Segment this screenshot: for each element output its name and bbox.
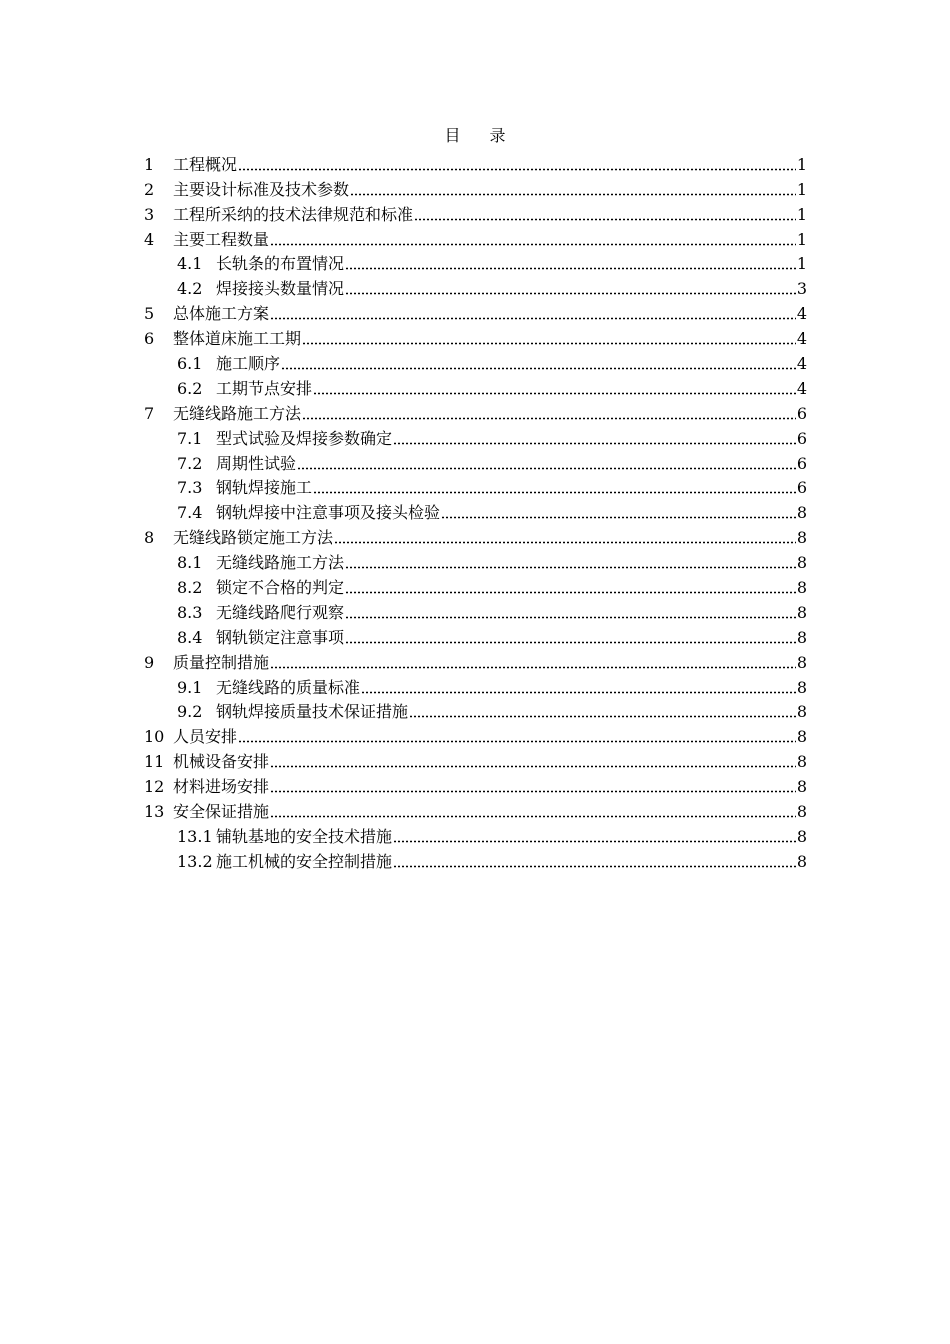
toc-entry-page-number: 6 (796, 428, 807, 448)
dot-leader (409, 715, 796, 718)
toc-entry-label: 施工顺序 (216, 354, 281, 374)
dot-leader (334, 541, 796, 544)
toc-entry-label: 人员安排 (173, 727, 238, 747)
toc-entry-page-number: 4 (796, 304, 807, 324)
toc-entry-number: 7.1 (177, 428, 203, 448)
toc-entry-label: 整体道床施工工期 (173, 329, 302, 349)
dot-leader (270, 765, 796, 768)
dot-leader (270, 815, 796, 818)
toc-entry-page-number: 8 (796, 602, 807, 622)
toc-entry-label: 周期性试验 (216, 453, 297, 473)
toc-entry[interactable] (144, 200, 807, 225)
toc-entry-page-number: 1 (796, 204, 807, 224)
toc-entry[interactable] (144, 498, 807, 523)
toc-entry-number: 7.3 (177, 478, 203, 498)
toc-entry-page-number: 8 (796, 777, 807, 797)
dot-leader (393, 442, 796, 445)
toc-entry-number: 8.4 (177, 627, 203, 647)
dot-leader (441, 516, 796, 519)
toc-entry-page-number: 8 (796, 578, 807, 598)
toc-entry-page-number: 6 (796, 478, 807, 498)
dot-leader (345, 267, 796, 270)
dot-leader (270, 317, 796, 320)
toc-entry[interactable] (144, 324, 807, 349)
toc-entry-page-number: 1 (796, 179, 807, 199)
toc-entry-number: 6.2 (177, 378, 203, 398)
toc-entry[interactable] (144, 299, 807, 324)
toc-entry-number: 13.2 (177, 851, 213, 871)
toc-entry[interactable] (144, 797, 807, 822)
toc-entry-number: 2 (144, 179, 155, 199)
toc-entry-page-number: 1 (796, 229, 807, 249)
toc-entry[interactable] (144, 822, 807, 847)
toc-entry[interactable] (144, 349, 807, 374)
dot-leader (393, 865, 796, 868)
table-of-contents (144, 150, 807, 872)
toc-entry-label: 长轨条的布置情况 (216, 254, 345, 274)
toc-entry-label: 无缝线路的质量标准 (216, 677, 361, 697)
dot-leader (281, 367, 796, 370)
toc-entry-label: 无缝线路施工方法 (173, 403, 302, 423)
toc-entry-label: 铺轨基地的安全技术措施 (216, 826, 393, 846)
toc-entry-page-number: 8 (796, 652, 807, 672)
toc-entry[interactable] (144, 772, 807, 797)
toc-entry-label: 钢轨焊接施工 (216, 478, 313, 498)
toc-entry-label: 无缝线路锁定施工方法 (173, 528, 334, 548)
toc-entry[interactable] (144, 573, 807, 598)
toc-entry-number: 4.1 (177, 254, 203, 274)
toc-entry-number: 8.3 (177, 602, 203, 622)
dot-leader (270, 666, 796, 669)
toc-entry-label: 机械设备安排 (173, 752, 270, 772)
toc-entry[interactable] (144, 722, 807, 747)
toc-entry-page-number: 1 (796, 154, 807, 174)
toc-entry-label: 焊接接头数量情况 (216, 279, 345, 299)
toc-entry-page-number: 8 (796, 528, 807, 548)
toc-entry-label: 型式试验及焊接参数确定 (216, 428, 393, 448)
toc-entry-page-number: 8 (796, 553, 807, 573)
dot-leader (313, 491, 796, 494)
toc-entry-number: 9 (144, 652, 155, 672)
dot-leader (345, 616, 796, 619)
toc-entry-page-number: 8 (796, 851, 807, 871)
toc-entry-label: 钢轨锁定注意事项 (216, 627, 345, 647)
toc-entry-label: 施工机械的安全控制措施 (216, 851, 393, 871)
toc-entry[interactable] (144, 548, 807, 573)
toc-entry-page-number: 8 (796, 752, 807, 772)
toc-entry-page-number: 8 (796, 503, 807, 523)
toc-entry-page-number: 8 (796, 702, 807, 722)
toc-entry-number: 6 (144, 329, 155, 349)
toc-entry[interactable] (144, 847, 807, 872)
toc-entry-page-number: 6 (796, 453, 807, 473)
dot-leader (345, 591, 796, 594)
toc-entry-label: 无缝线路爬行观察 (216, 602, 345, 622)
toc-entry-number: 3 (144, 204, 155, 224)
toc-entry[interactable] (144, 399, 807, 424)
toc-entry[interactable] (144, 374, 807, 399)
toc-entry-label: 安全保证措施 (173, 802, 270, 822)
toc-entry-label: 钢轨焊接中注意事项及接头检验 (216, 503, 441, 523)
toc-entry[interactable] (144, 175, 807, 200)
toc-entry-number: 8 (144, 528, 155, 548)
toc-entry-number: 4.2 (177, 279, 203, 299)
toc-entry[interactable] (144, 250, 807, 275)
toc-entry-label: 工期节点安排 (216, 378, 313, 398)
toc-entry[interactable] (144, 698, 807, 723)
toc-entry-page-number: 4 (796, 329, 807, 349)
toc-entry-label: 材料进场安排 (173, 777, 270, 797)
toc-entry-page-number: 8 (796, 627, 807, 647)
toc-entry-number: 13 (144, 802, 165, 822)
toc-entry-number: 5 (144, 304, 155, 324)
toc-entry-label: 主要工程数量 (173, 229, 270, 249)
dot-leader (393, 840, 796, 843)
dot-leader (238, 740, 796, 743)
toc-entry[interactable] (144, 598, 807, 623)
toc-entry-number: 11 (144, 752, 165, 772)
toc-entry-label: 总体施工方案 (173, 304, 270, 324)
toc-entry[interactable] (144, 673, 807, 698)
toc-entry-page-number: 6 (796, 403, 807, 423)
toc-entry-page-number: 3 (796, 279, 807, 299)
toc-entry-number: 8.1 (177, 553, 203, 573)
toc-entry-page-number: 4 (796, 378, 807, 398)
toc-entry-label: 工程概况 (173, 154, 238, 174)
toc-entry-label: 质量控制措施 (173, 652, 270, 672)
toc-entry[interactable] (144, 274, 807, 299)
toc-entry-number: 10 (144, 727, 165, 747)
toc-entry-number: 9.1 (177, 677, 203, 697)
dot-leader (297, 467, 796, 470)
toc-title: 目 录 (444, 126, 518, 145)
dot-leader (345, 566, 796, 569)
toc-entry-label: 工程所采纳的技术法律规范和标准 (173, 204, 414, 224)
dot-leader (345, 641, 796, 644)
toc-entry-page-number: 8 (796, 802, 807, 822)
dot-leader (238, 168, 796, 171)
toc-entry-page-number: 8 (796, 826, 807, 846)
toc-entry-label: 锁定不合格的判定 (216, 578, 345, 598)
dot-leader (361, 691, 796, 694)
toc-entry-label: 主要设计标准及技术参数 (173, 179, 350, 199)
toc-entry[interactable] (144, 623, 807, 648)
toc-entry-page-number: 8 (796, 677, 807, 697)
dot-leader (302, 342, 796, 345)
toc-entry-number: 7.4 (177, 503, 203, 523)
toc-entry[interactable] (144, 150, 807, 175)
toc-entry-number: 9.2 (177, 702, 203, 722)
toc-entry-number: 7.2 (177, 453, 203, 473)
toc-entry-number: 4 (144, 229, 155, 249)
dot-leader (350, 193, 796, 196)
toc-entry-page-number: 1 (796, 254, 807, 274)
toc-entry[interactable] (144, 424, 807, 449)
toc-entry[interactable] (144, 474, 807, 499)
toc-entry[interactable] (144, 648, 807, 673)
dot-leader (345, 292, 796, 295)
dot-leader (270, 790, 796, 793)
toc-entry[interactable] (144, 523, 807, 548)
toc-entry-number: 7 (144, 403, 155, 423)
toc-entry-number: 1 (144, 154, 155, 174)
dot-leader (313, 392, 796, 395)
dot-leader (302, 417, 796, 420)
toc-entry-page-number: 4 (796, 354, 807, 374)
toc-entry-number: 8.2 (177, 578, 203, 598)
toc-entry[interactable] (144, 747, 807, 772)
toc-entry-label: 无缝线路施工方法 (216, 553, 345, 573)
toc-entry[interactable] (144, 449, 807, 474)
dot-leader (414, 218, 796, 221)
toc-entry-number: 6.1 (177, 354, 203, 374)
toc-entry-label: 钢轨焊接质量技术保证措施 (216, 702, 409, 722)
toc-entry-number: 12 (144, 777, 165, 797)
toc-entry-page-number: 8 (796, 727, 807, 747)
toc-entry[interactable] (144, 225, 807, 250)
dot-leader (270, 243, 796, 246)
toc-entry-number: 13.1 (177, 826, 213, 846)
